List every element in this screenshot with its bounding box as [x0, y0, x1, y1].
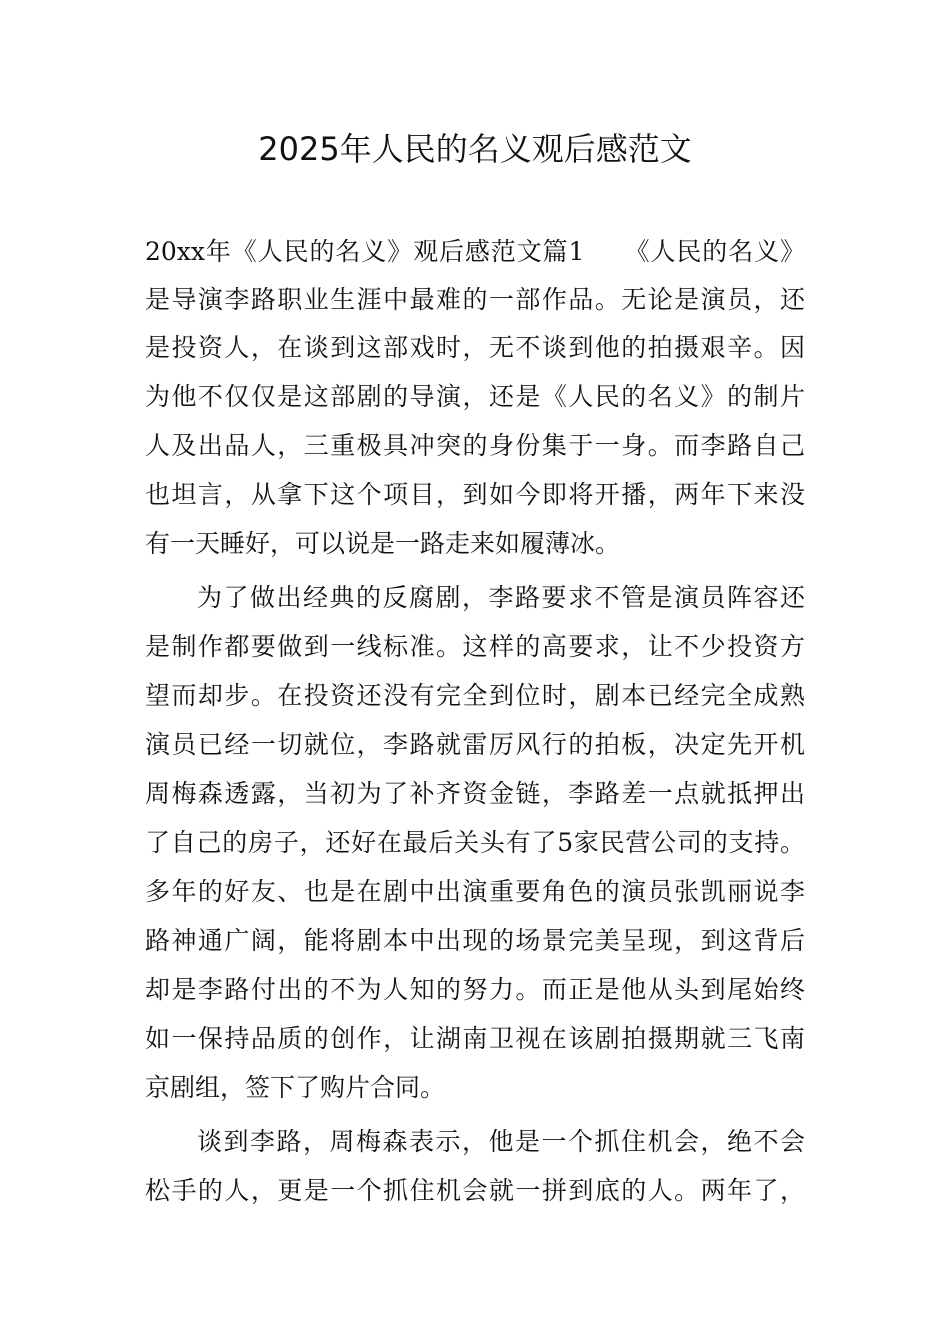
text-line: 了自己的房子，还好在最后关头有了5家民营公司的支持。 — [145, 828, 805, 857]
text-line: 松手的人，更是一个抓住机会就一拼到底的人。两年了， — [145, 1176, 805, 1205]
text-line: 周梅森透露，当初为了补齐资金链，李路差一点就抵押出 — [145, 779, 805, 808]
text-line: 是制作都要做到一线标准。这样的高要求，让不少投资方 — [145, 632, 805, 661]
text-line: 路神通广阔，能将剧本中出现的场景完美呈现，到这背后 — [145, 926, 805, 955]
text-line: 望而却步。在投资还没有完全到位时，剧本已经完全成熟 — [145, 681, 805, 710]
text-line: 演员已经一切就位，李路就雷厉风行的拍板，决定先开机 — [145, 730, 805, 759]
text-line: 有一天睡好，可以说是一路走来如履薄冰。 — [145, 529, 621, 558]
text-line: 20xx年《人民的名义》观后感范文篇1 《人民的名义》 — [145, 237, 805, 266]
text-line: 是导演李路职业生涯中最难的一部作品。无论是演员，还 — [145, 285, 805, 314]
text-line: 如一保持品质的创作，让湖南卫视在该剧拍摄期就三飞南 — [145, 1024, 805, 1053]
text-line: 谈到李路，周梅森表示，他是一个抓住机会，绝不会 — [197, 1127, 805, 1156]
text-line: 为了做出经典的反腐剧，李路要求不管是演员阵容还 — [197, 583, 805, 612]
text-line: 也坦言，从拿下这个项目，到如今即将开播，两年下来没 — [145, 480, 805, 509]
text-line: 为他不仅仅是这部剧的导演，还是《人民的名义》的制片 — [145, 382, 805, 411]
text-line: 多年的好友、也是在剧中出演重要角色的演员张凯丽说李 — [145, 877, 805, 906]
text-line: 京剧组，签下了购片合同。 — [145, 1073, 446, 1102]
text-line: 却是李路付出的不为人知的努力。而正是他从头到尾始终 — [145, 975, 805, 1004]
document-title: 2025年人民的名义观后感范文 — [258, 130, 692, 168]
text-line: 人及出品人，三重极具冲突的身份集于一身。而李路自己 — [145, 431, 805, 460]
text-line: 是投资人，在谈到这部戏时，无不谈到他的拍摄艰辛。因 — [145, 333, 805, 362]
